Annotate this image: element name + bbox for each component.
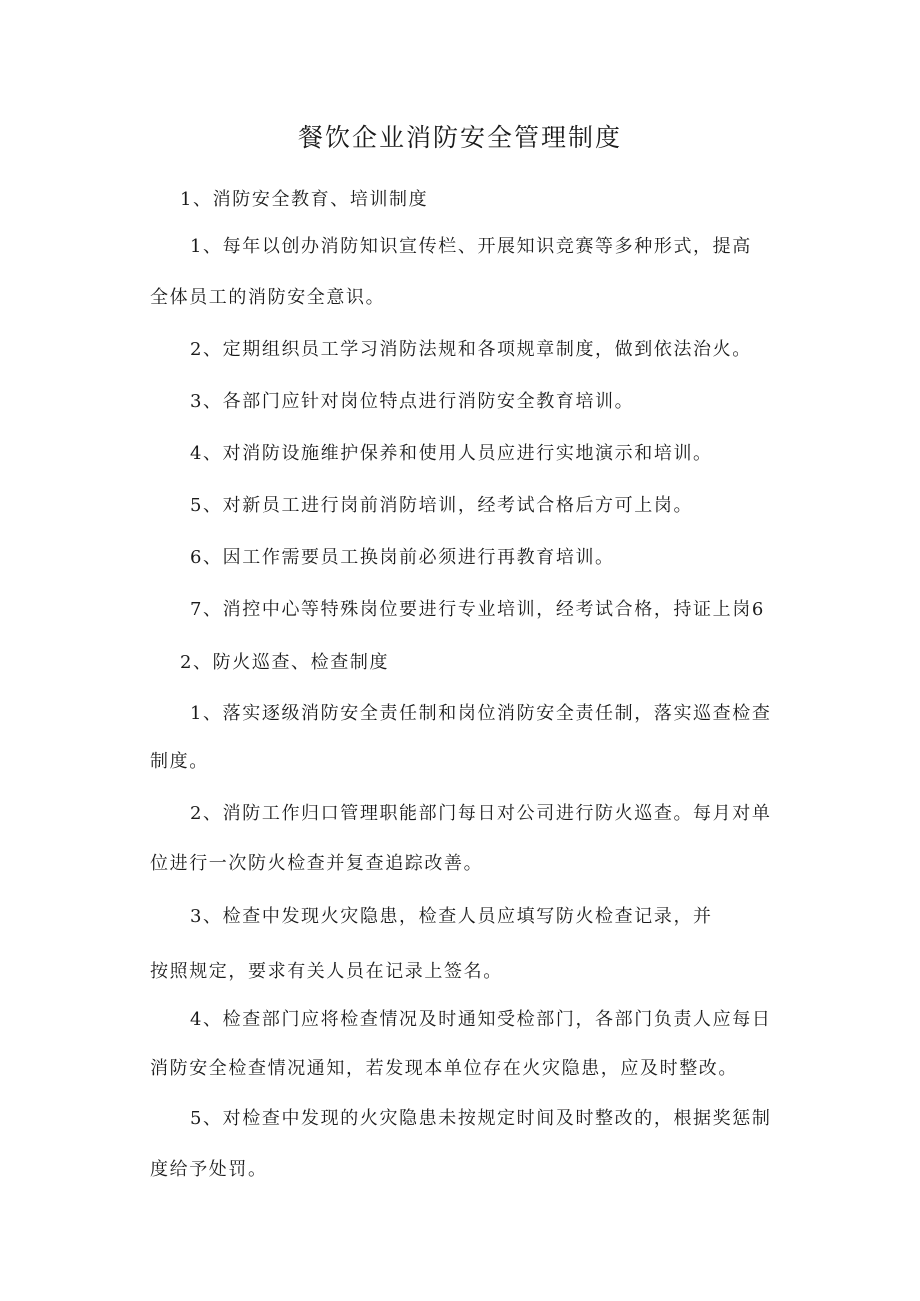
document-title: 餐饮企业消防安全管理制度 (297, 123, 622, 152)
section-heading: 1、消防安全教育、培训制度 (180, 189, 429, 210)
paragraph-line: 2、消防工作归口管理职能部门每日对公司进行防火巡查。每月对单 (190, 803, 772, 824)
paragraph-line: 6、因工作需要员工换岗前必须进行再教育培训。 (190, 547, 615, 568)
paragraph-line: 3、各部门应针对岗位特点进行消防安全教育培训。 (190, 391, 635, 412)
paragraph-line: 7、消控中心等特殊岗位要进行专业培训，经考试合格，持证上岗6 (190, 599, 765, 620)
paragraph-line: 制度。 (150, 751, 209, 772)
paragraph-line: 3、检查中发现火灾隐患，检查人员应填写防火检查记录，并 (190, 906, 713, 927)
paragraph-line: 消防安全检查情况通知，若发现本单位存在火灾隐患，应及时整改。 (150, 1058, 738, 1079)
section-heading: 2、防火巡查、检查制度 (180, 652, 390, 673)
paragraph-line: 5、对检查中发现的火灾隐患未按规定时间及时整改的，根据奖惩制 (190, 1108, 772, 1129)
paragraph-line: 全体员工的消防安全意识。 (150, 287, 386, 308)
paragraph-line: 4、对消防设施维护保养和使用人员应进行实地演示和培训。 (190, 443, 713, 464)
paragraph-line: 5、对新员工进行岗前消防培训，经考试合格后方可上岗。 (190, 495, 694, 516)
paragraph-line: 1、每年以创办消防知识宣传栏、开展知识竞赛等多种形式，提高 (190, 236, 752, 257)
paragraph-line: 度给予处罚。 (150, 1159, 268, 1180)
paragraph-line: 1、落实逐级消防安全责任制和岗位消防安全责任制，落实巡查检查 (190, 703, 772, 724)
paragraph-line: 2、定期组织员工学习消防法规和各项规章制度，做到依法治火。 (190, 339, 752, 360)
paragraph-line: 位进行一次防火检查并复查追踪改善。 (150, 853, 484, 874)
paragraph-line: 按照规定，要求有关人员在记录上签名。 (150, 961, 503, 982)
paragraph-line: 4、检查部门应将检查情况及时通知受检部门，各部门负责人应每日 (190, 1009, 772, 1030)
